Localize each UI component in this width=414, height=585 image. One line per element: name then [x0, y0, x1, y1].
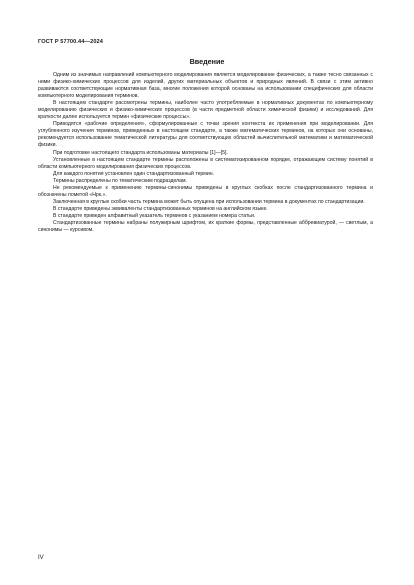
document-code: ГОСТ Р 57700.44—2024: [38, 39, 103, 45]
paragraph: В стандарте приведен алфавитный указатель терминов с указанием номера статьи.: [53, 212, 256, 219]
paragraph: В настоящем стандарте рассмотрены термины, наиболее часто употребляемые в нормативных документах по компьютерному моделированию физических и физико-химических процессов (в части предметной области химической физики) и исследований. Для краткости далее используется термин «физические процессы».: [38, 100, 373, 121]
paragraph: Стандартизованные термины набраны полужирным шрифтом, их краткие формы, представленные аббревиатурой, — светлым, а синонимы — курсивом.: [38, 219, 373, 234]
paragraph: Одним из значимых направлений компьютерного моделирования является моделирование физических, а также тесно связанных с ними физико-химических процессов для изделий, других материальных объектов и природных явлений. В связи с этим активно развиваются соответствующие нормативная база, многие положения которой основаны на использовании специфических для области компьютерного моделирования терминов.: [38, 72, 373, 100]
paragraph: Установленные в настоящем стандарте термины расположены в систематизированном порядке, отражающем систему понятий в области компьютерного моделирования физических процессов.: [38, 156, 373, 170]
page-number: IV: [38, 555, 44, 561]
introduction-body: [38, 72, 373, 234]
paragraph: Заключенная в круглые скобки часть термина может быть опущена при использовании термина в документах по стандартизации.: [53, 198, 365, 205]
paragraph: При подготовке настоящего стандарта использованы материалы [1]—[5].: [53, 149, 228, 156]
paragraph: Приводятся «рабочие определения», сформулированные с точки зрения контекста их применения при моделировании. Для углубленного изучения терминов, приведенных в настоящем стандарте, а также математических терминов, на которых они основаны, рекомендуется использование тематической литературы для соответствующих областей вычислительной математики и математической физики.: [38, 121, 373, 149]
paragraph: Термины распределены по тематическим подразделам.: [53, 177, 187, 184]
paragraph: Не рекомендуемые к применению термины-синонимы приведены в круглых скобках после стандартизованного термина и обозначены пометой «Нрк.».: [38, 184, 373, 198]
section-title: Введение: [189, 57, 225, 66]
paragraph: Для каждого понятия установлен один стандартизованный термин.: [53, 170, 214, 177]
paragraph: В стандарте приведены эквиваленты стандартизованных терминов на английском языке.: [53, 205, 268, 212]
